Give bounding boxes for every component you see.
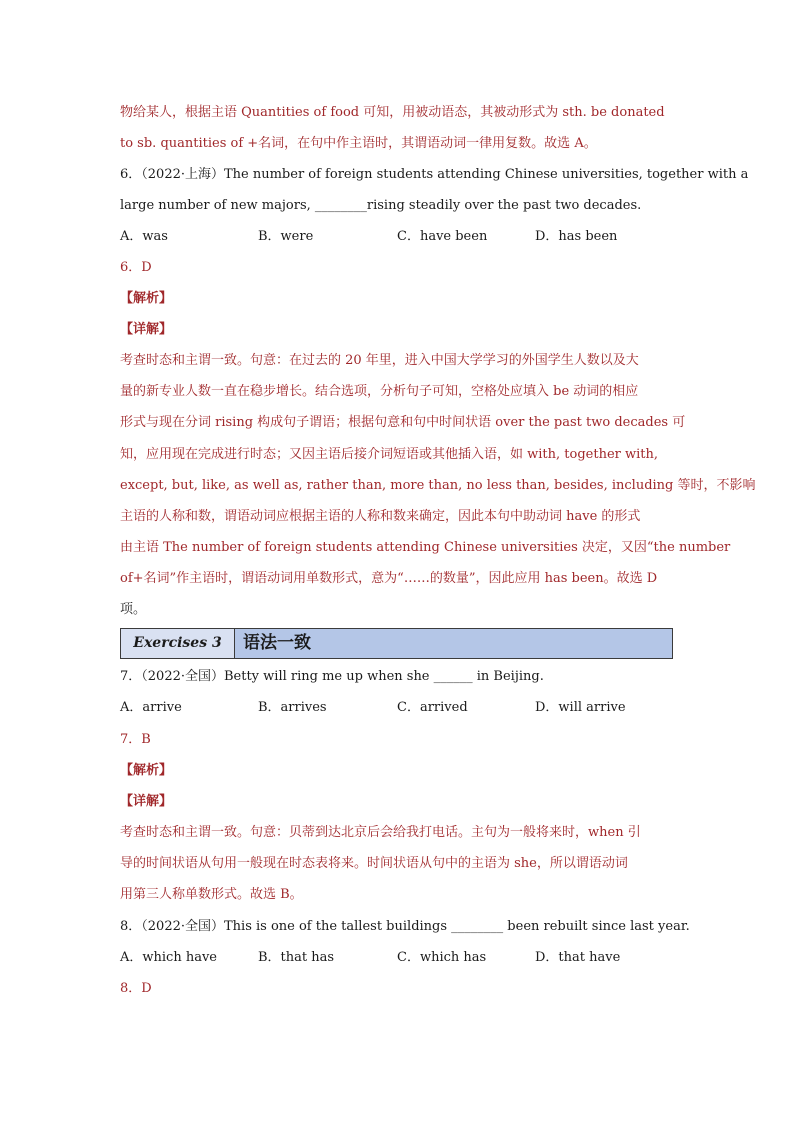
- explanation-line: 考查时态和主谓一致。句意：在过去的 20 年里，进入中国大学学习的外国学生人数以及大: [120, 353, 639, 368]
- explanation-line: 主语的人称和数，谓语动词应根据主语的人称和数来确定，因此本句中助动词 have 的形式: [120, 509, 641, 524]
- option-c: C．have been: [397, 229, 488, 244]
- explanation-line: 考查时态和主谓一致。句意：贝蒂到达北京后会给我打电话。主句为一般将来时，when 引: [120, 825, 641, 840]
- answer-label: 6．D: [120, 260, 152, 275]
- option-a: A．which have: [120, 950, 217, 965]
- explanation-line: except, but, like, as well as, rather than, more than, no less than, besides, including 等时，不影响: [120, 478, 756, 493]
- explanation-line: 量的新专业人数一直在稳步增长。结合选项，分析句子可知，空格处应填入 be 动词的相应: [120, 384, 639, 399]
- explanation-line: 由主语 The number of foreign students attending Chinese universities 决定，又因“the number: [120, 540, 731, 555]
- explanation-line: to sb. quantities of +名词，在句中作主语时，其谓语动词一律用复数。故选 A。: [120, 136, 597, 151]
- answer-label: 7．B: [120, 732, 151, 747]
- explanation-line: 形式与现在分词 rising 构成句子谓语；根据句意和句中时间状语 over the past two decades 可: [120, 415, 686, 430]
- explanation-line: 导的时间状语从句用一般现在时态表将来。时间状语从句中的主语为 she，所以谓语动词: [120, 856, 628, 871]
- explanation-line: of+名词”作主语时，谓语动词用单数形式，意为“……的数量”，因此应用 has been。故选 D: [120, 571, 658, 586]
- option-c: C．which has: [397, 950, 487, 965]
- option-b: B．were: [258, 229, 314, 244]
- option-a: A．was: [120, 229, 168, 244]
- option-b: B．that has: [258, 950, 335, 965]
- analysis-heading: 【解析】: [120, 763, 173, 778]
- section-title: 语法一致: [243, 633, 311, 653]
- option-b: B．arrives: [258, 700, 327, 715]
- detail-heading: 【详解】: [120, 322, 173, 337]
- option-d: D．that have: [535, 950, 621, 965]
- explanation-line: 项。: [120, 602, 147, 617]
- option-d: D．has been: [535, 229, 618, 244]
- question-8-stem: 8．（2022·全国）This is one of the tallest buildings ________ been rebuilt since last year.: [120, 919, 690, 934]
- section-header-bar: [120, 628, 673, 659]
- question-6-stem: 6．（2022·上海）The number of foreign students attending Chinese universities, together with a: [120, 167, 749, 182]
- section-label: Exercises 3: [121, 629, 235, 658]
- option-c: C．arrived: [397, 700, 468, 715]
- explanation-line: 知，应用现在完成进行时态；又因主语后接介词短语或其他插入语，如 with, together with,: [120, 447, 658, 462]
- answer-label: 8．D: [120, 981, 152, 996]
- explanation-line: 物给某人，根据主语 Quantities of food 可知，用被动语态，其被动形式为 sth. be donated: [120, 105, 665, 120]
- detail-heading: 【详解】: [120, 794, 173, 809]
- explanation-line: 用第三人称单数形式。故选 B。: [120, 887, 303, 902]
- question-6-stem: large number of new majors, ________rising steadily over the past two decades.: [120, 198, 642, 213]
- option-a: A．arrive: [120, 700, 182, 715]
- question-7-stem: 7．（2022·全国）Betty will ring me up when she ______ in Beijing.: [120, 669, 544, 684]
- option-d: D．will arrive: [535, 700, 626, 715]
- analysis-heading: 【解析】: [120, 291, 173, 306]
